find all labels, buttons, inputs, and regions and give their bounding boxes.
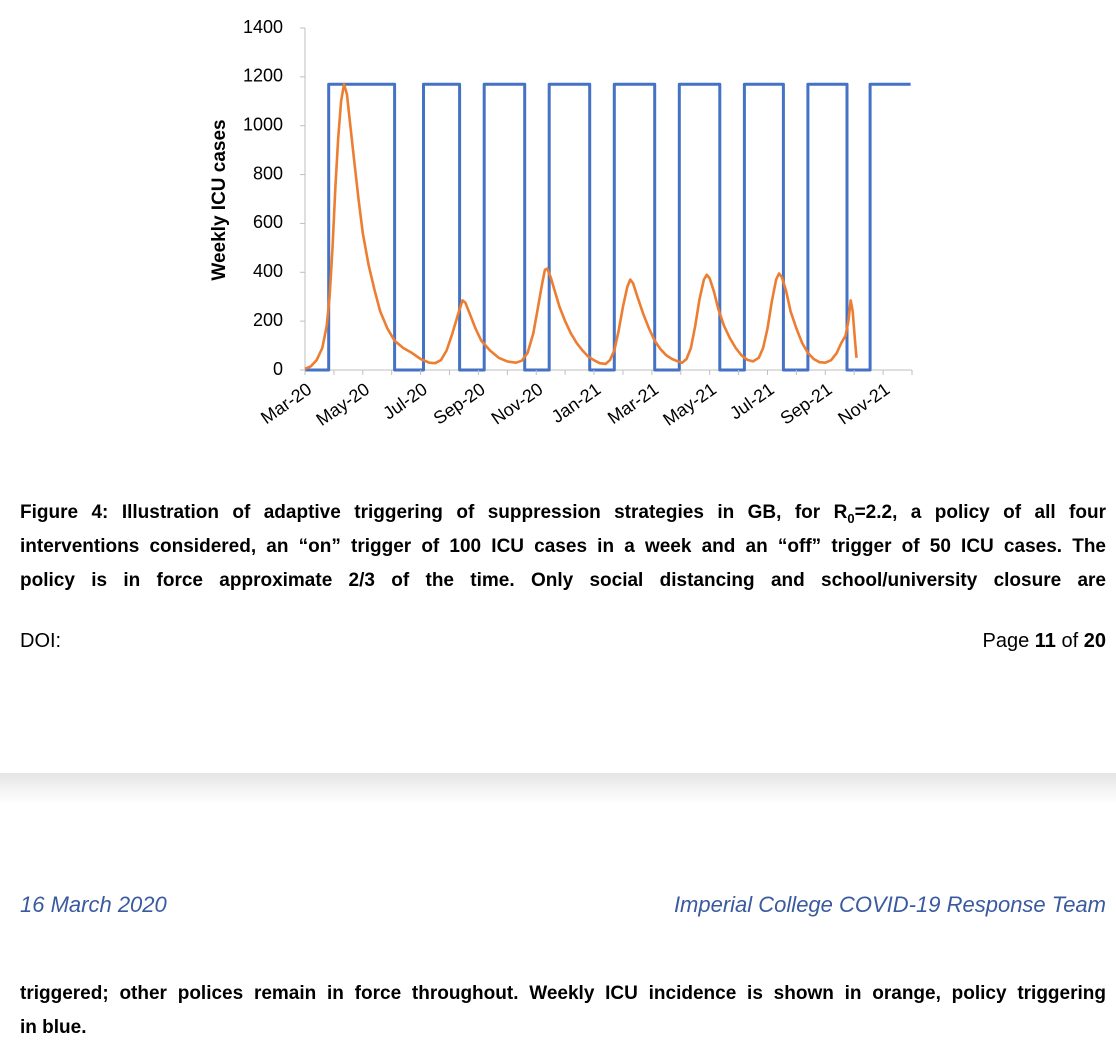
y-tick-label: 400	[252, 261, 283, 282]
x-tick-label: Jul-20	[379, 378, 431, 424]
caption-continuation-line2: in blue.	[20, 1017, 87, 1038]
x-tick-label: May-21	[659, 378, 720, 430]
y-tick-label: 200	[252, 309, 283, 330]
x-tick-label: Sep-21	[776, 378, 836, 429]
figure-caption-line3: policy is in force approximate 2/3 of the time. Only social distancing and school/university closure are	[20, 570, 1106, 591]
x-tick-label: Jul-21	[726, 378, 778, 424]
page-word: Page	[982, 630, 1030, 652]
y-tick-label: 1200	[242, 65, 283, 86]
header-date: 16 March 2020	[20, 892, 167, 917]
of-word: of	[1061, 630, 1079, 652]
icu-incidence-series	[305, 84, 857, 369]
chart-series	[305, 84, 911, 370]
x-tick-label: Nov-20	[487, 378, 547, 429]
r-subscript: 0	[847, 510, 855, 526]
x-tick-label: May-20	[312, 378, 374, 430]
caption-text-1a: Figure 4: Illustration of adaptive triggering of suppression strategies in GB, for R	[20, 502, 848, 523]
caption-text-1b: =2.2, a policy of all four	[854, 502, 1106, 523]
x-tick-label: Mar-20	[257, 378, 316, 428]
doi-label: DOI:	[20, 630, 62, 652]
y-tick-label: 600	[252, 212, 283, 233]
icu-chart	[0, 0, 1116, 470]
x-tick-label: Mar-21	[603, 378, 663, 428]
x-tick-label: Nov-21	[834, 378, 894, 429]
figure-caption-line2: interventions considered, an “on” trigger of 100 ICU cases in a week and an “off” trigger of 50 ICU cases. The	[20, 536, 1106, 557]
y-tick-label: 0	[272, 358, 283, 379]
x-tick-label: Jan-21	[547, 378, 605, 427]
chart-ticks	[243, 17, 912, 430]
page-number: 11	[1034, 630, 1056, 652]
page-indicator	[983, 630, 1107, 653]
page-total: 20	[1083, 630, 1106, 652]
y-tick-label: 1000	[242, 114, 283, 135]
y-axis-label: Weekly ICU cases	[209, 119, 231, 281]
page-separator	[0, 773, 1116, 805]
y-tick-label: 800	[252, 163, 283, 184]
policy-trigger-series	[305, 84, 911, 370]
y-tick-label: 1400	[242, 16, 283, 37]
header-team: Imperial College COVID-19 Response Team	[673, 892, 1106, 917]
caption-continuation-line1: triggered; other polices remain in force throughout. Weekly ICU incidence is shown in orange, policy triggering	[20, 983, 1106, 1004]
x-tick-label: Sep-20	[429, 378, 489, 429]
